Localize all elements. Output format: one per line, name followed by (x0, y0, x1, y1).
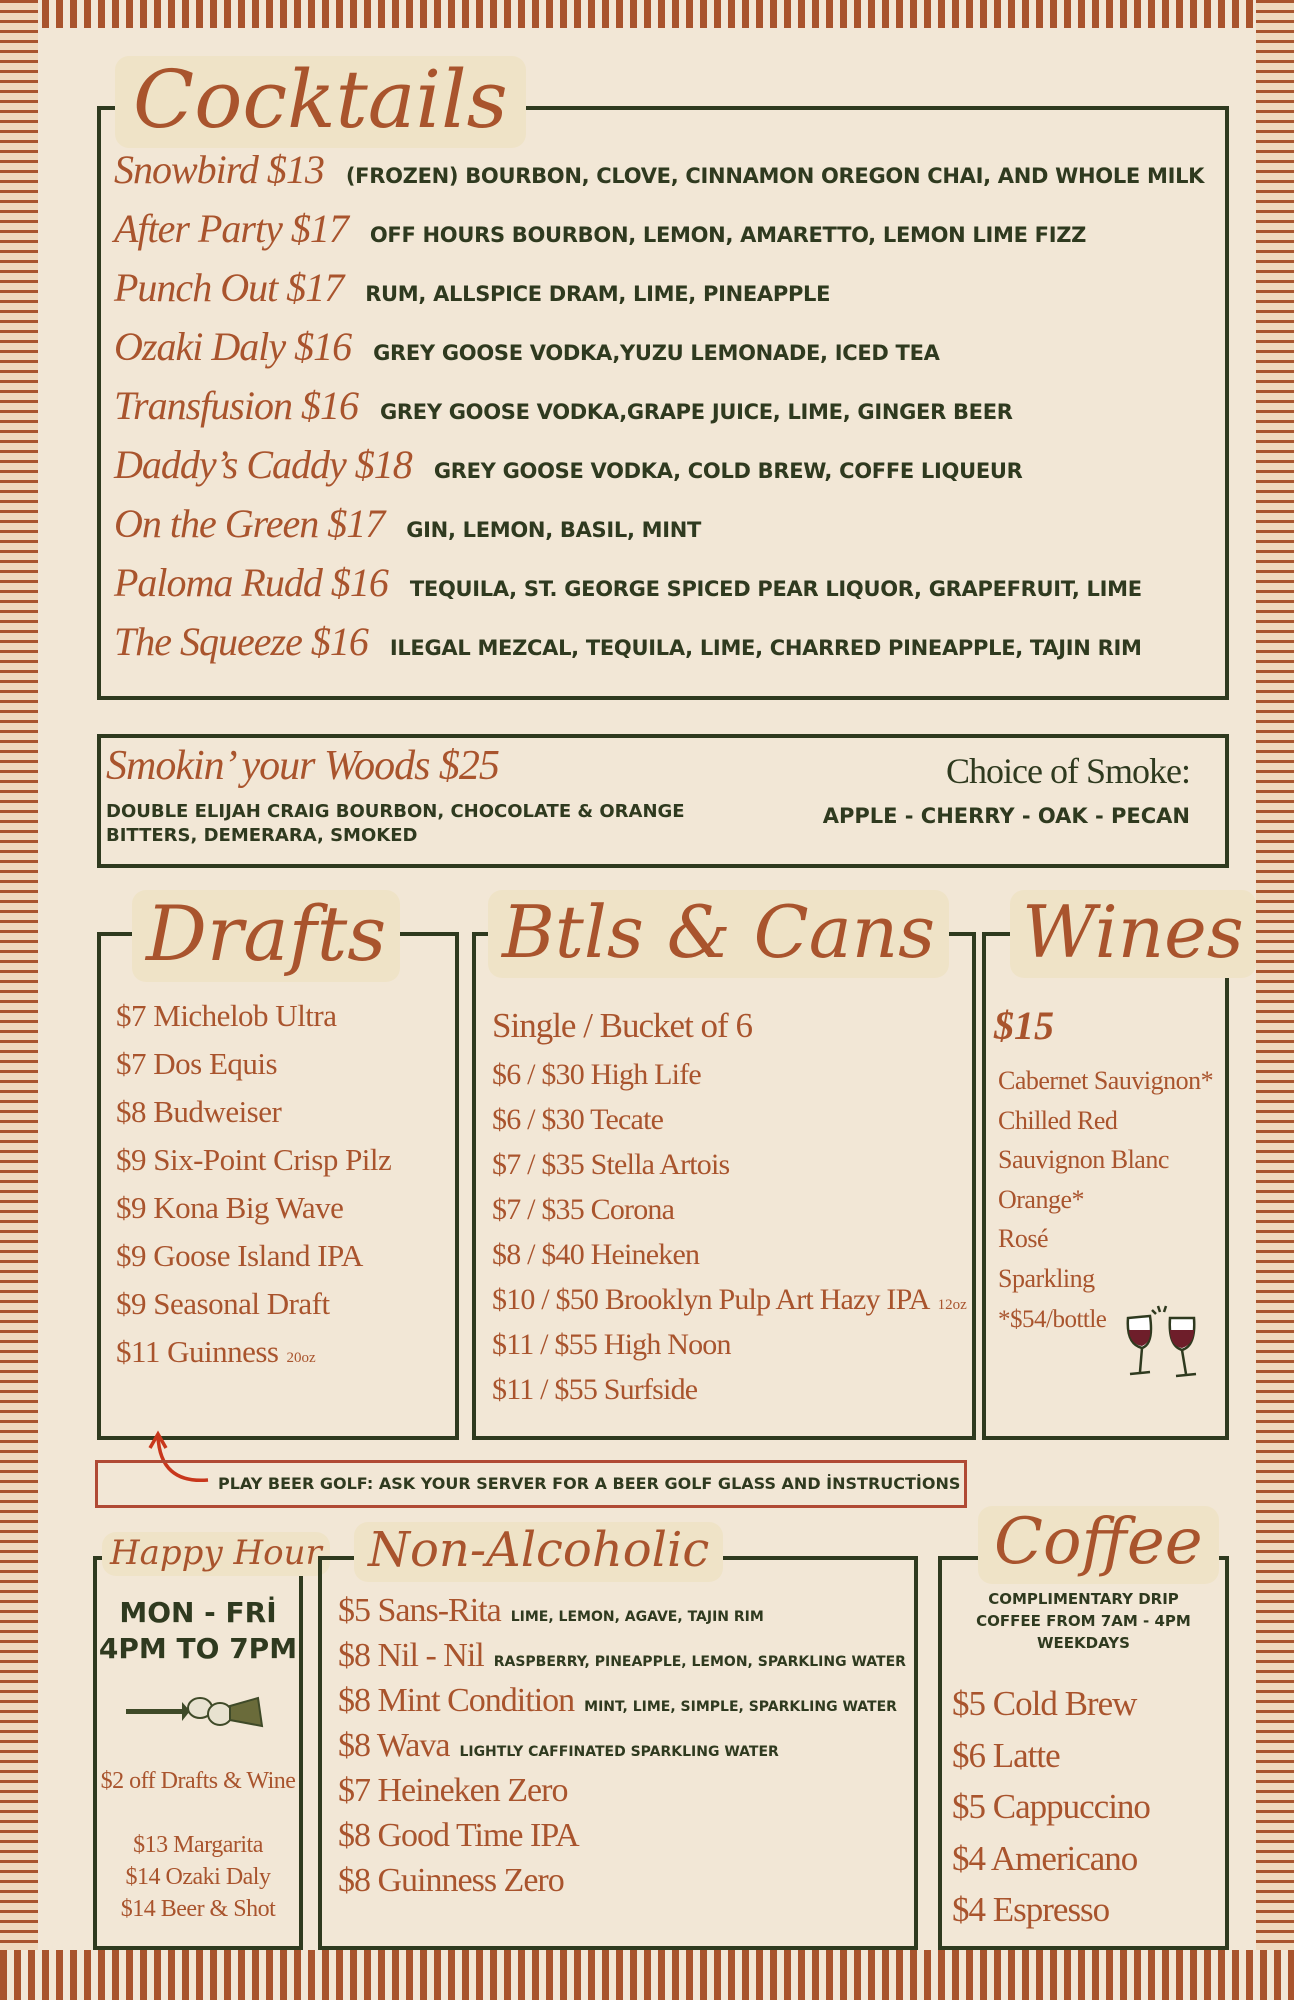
happy-hour-discount: $2 off Drafts & Wine (100, 1768, 296, 1794)
non-alcoholic-name: $8 Mint Condition (338, 1682, 575, 1719)
non-alcoholic-desc: LIGHTLY CAFFINATED SPARKLING WATER (459, 1744, 779, 1760)
happy-hour-title: Happy Hour (102, 1532, 330, 1576)
bottle-item (492, 1328, 731, 1362)
bottle-label: $11 / $55 Surfside (492, 1373, 698, 1406)
non-alcoholic-item (338, 1727, 779, 1765)
smokin-desc-line1: DOUBLE ELIJAH CRAIG BOURBON, CHOCOLATE & ORANGE (106, 801, 685, 822)
happy-hour-special: $14 Beer & Shot (120, 1896, 276, 1922)
wine-item: Chilled Red (998, 1105, 1118, 1135)
draft-label: $9 Goose Island IPA (116, 1238, 363, 1273)
wine-item: Rosé (998, 1224, 1048, 1253)
draft-label: $7 Dos Equis (116, 1046, 278, 1081)
cocktail-item (114, 323, 940, 370)
cocktail-item (114, 382, 1013, 429)
cocktail-desc: ILEGAL MEZCAL, TEQUILA, LIME, CHARRED PINEAPPLE, TAJIN RIM (389, 636, 1142, 660)
bottle-label: $7 / $35 Stella Artois (492, 1148, 730, 1181)
cocktail-item (114, 146, 1204, 193)
menu-page (40, 28, 1254, 1950)
cocktail-name: Paloma Rudd $16 (114, 560, 388, 605)
cocktail-item (114, 205, 1086, 252)
non-alcoholic-name: $8 Good Time IPA (338, 1817, 579, 1854)
draft-label: $11 Guinness (116, 1334, 279, 1369)
draft-size-note: 20oz (286, 1350, 316, 1366)
coffee-item: $5 Cold Brew (952, 1684, 1137, 1723)
coffee-item: $5 Cappuccino (952, 1787, 1150, 1826)
cocktail-item (114, 618, 1142, 665)
wines-title: Wines (1010, 890, 1256, 978)
non-alcoholic-name: $8 Nil - Nil (338, 1637, 484, 1674)
coffee-note-line2: COFFEE FROM 7AM - 4PM (976, 1612, 1191, 1630)
cocktail-name: On the Green $17 (114, 501, 385, 546)
happy-hour-time: 4PM TO 7PM (98, 1632, 298, 1665)
bottles-title: Btls & Cans (488, 890, 949, 978)
coffee-item: $4 Americano (952, 1838, 1138, 1878)
wine-item: Cabernet Sauvignon* (998, 1066, 1214, 1095)
beer-golf-text: PLAY BEER GOLF: ASK YOUR SERVER FOR A BEER GOLF GLASS AND İNSTRUCTİONS (218, 1474, 961, 1493)
bottle-item (492, 1373, 697, 1407)
bottle-label: $7 / $35 Corona (492, 1193, 675, 1226)
cocktail-item (114, 264, 830, 311)
cocktail-desc: TEQUILA, ST. GEORGE SPICED PEAR LIQUOR, GRAPEFRUIT, LIME (409, 577, 1142, 601)
bottle-label: $8 / $40 Heineken (492, 1238, 700, 1271)
wines-price: $15 (994, 1003, 1054, 1048)
bottles-subtitle: Single / Bucket of 6 (492, 1006, 752, 1045)
non-alcoholic-item (338, 1637, 906, 1675)
bottle-item (492, 1283, 967, 1317)
bottle-label: $6 / $30 Tecate (492, 1103, 664, 1136)
non-alcoholic-item (338, 1682, 897, 1720)
draft-item (116, 1046, 277, 1082)
wines-bottle-note: *$54/bottle (998, 1306, 1107, 1333)
golf-club-icon (122, 1688, 272, 1738)
cocktail-name: The Squeeze $16 (114, 619, 368, 664)
bottle-label: $10 / $50 Brooklyn Pulp Art Hazy IPA (492, 1283, 930, 1316)
non-alcoholic-name: $8 Guinness Zero (338, 1862, 564, 1899)
wine-item: Sparkling (998, 1263, 1095, 1293)
smoke-choices: APPLE - CHERRY - OAK - PECAN (822, 804, 1190, 828)
bottle-item (492, 1193, 674, 1227)
cocktail-item (114, 441, 1023, 488)
bottle-label: $6 / $30 High Life (492, 1058, 701, 1091)
cocktail-item (114, 500, 701, 547)
non-alcoholic-title: Non-Alcoholic (354, 1522, 723, 1582)
draft-item (116, 1334, 316, 1370)
smokin-desc-line2: BITTERS, DEMERARA, SMOKED (106, 825, 418, 846)
non-alcoholic-name: $8 Wava (338, 1727, 450, 1764)
decorative-border-right (1256, 0, 1294, 2000)
cocktail-name: Transfusion $16 (114, 383, 358, 428)
non-alcoholic-desc: MINT, LIME, SIMPLE, SPARKLING WATER (584, 1699, 897, 1715)
cocktail-desc: GREY GOOSE VODKA,YUZU LEMONADE, ICED TEA (373, 341, 940, 365)
bottle-size-note: 12oz (937, 1297, 967, 1313)
cocktail-desc: OFF HOURS BOURBON, LEMON, AMARETTO, LEMON LIME FIZZ (369, 223, 1087, 247)
bottle-item (492, 1238, 699, 1272)
non-alcoholic-name: $5 Sans-Rita (338, 1592, 501, 1629)
coffee-item: $4 Espresso (952, 1890, 1110, 1929)
draft-label: $9 Seasonal Draft (116, 1286, 330, 1321)
cocktail-name: Ozaki Daly $16 (114, 324, 352, 369)
cocktail-name: Punch Out $17 (114, 265, 344, 310)
wine-glasses-icon (1120, 1304, 1210, 1378)
bottle-item (492, 1148, 729, 1182)
cocktail-desc: (FROZEN) BOURBON, CLOVE, CINNAMON OREGON CHAI, AND WHOLE MILK (345, 164, 1205, 188)
cocktail-desc: GREY GOOSE VODKA, COLD BREW, COFFE LIQUEUR (433, 459, 1023, 483)
wine-item: Orange* (998, 1184, 1085, 1214)
draft-item (116, 1190, 343, 1226)
draft-label: $9 Six-Point Crisp Pilz (116, 1142, 392, 1177)
smoke-choice-label: Choice of Smoke: (946, 751, 1190, 791)
wine-item: Sauvignon Blanc (998, 1145, 1169, 1174)
draft-item (116, 1142, 391, 1178)
non-alcoholic-item (338, 1862, 564, 1900)
decorative-border-bottom (0, 1950, 1294, 2000)
coffee-title: Coffee (978, 1506, 1219, 1584)
bottle-item (492, 1103, 663, 1137)
smokin-name: Smokin’ your Woods $25 (106, 743, 499, 789)
decorative-border-top (0, 0, 1294, 28)
bottle-label: $11 / $55 High Noon (492, 1328, 731, 1361)
draft-label: $9 Kona Big Wave (116, 1190, 344, 1225)
cocktail-desc: RUM, ALLSPICE DRAM, LIME, PINEAPPLE (365, 282, 831, 306)
cocktail-desc: GIN, LEMON, BASIL, MINT (406, 518, 702, 542)
bottle-item (492, 1058, 701, 1092)
happy-hour-days: MON - FRİ (119, 1596, 277, 1629)
cocktail-item (114, 559, 1142, 606)
coffee-note-line1: COMPLIMENTARY DRIP (988, 1590, 1179, 1608)
non-alcoholic-desc: LIME, LEMON, AGAVE, TAJIN RIM (510, 1609, 764, 1625)
decorative-border-left (0, 0, 38, 2000)
non-alcoholic-item (338, 1817, 579, 1855)
non-alcoholic-desc: RASPBERRY, PINEAPPLE, LEMON, SPARKLING WATER (493, 1654, 906, 1670)
coffee-note-line3: WEEKDAYS (1037, 1634, 1130, 1652)
draft-label: $8 Budweiser (116, 1094, 282, 1129)
draft-item (116, 1286, 330, 1322)
non-alcoholic-item (338, 1772, 567, 1810)
cocktail-name: Daddy’s Caddy $18 (114, 442, 412, 487)
cocktail-name: Snowbird $13 (114, 147, 324, 192)
non-alcoholic-name: $7 Heineken Zero (338, 1772, 568, 1809)
cocktails-title: Cocktails (115, 56, 526, 148)
draft-item (116, 1094, 281, 1130)
happy-hour-special: $13 Margarita (133, 1832, 263, 1858)
draft-item (116, 998, 337, 1034)
non-alcoholic-item (338, 1592, 764, 1630)
happy-hour-special: $14 Ozaki Daly (125, 1864, 271, 1890)
draft-label: $7 Michelob Ultra (116, 998, 337, 1033)
cocktail-desc: GREY GOOSE VODKA,GRAPE JUICE, LIME, GINGER BEER (379, 400, 1013, 424)
draft-item (116, 1238, 363, 1274)
cocktail-name: After Party $17 (114, 206, 348, 251)
drafts-title: Drafts (132, 890, 400, 982)
coffee-item: $6 Latte (952, 1735, 1060, 1775)
